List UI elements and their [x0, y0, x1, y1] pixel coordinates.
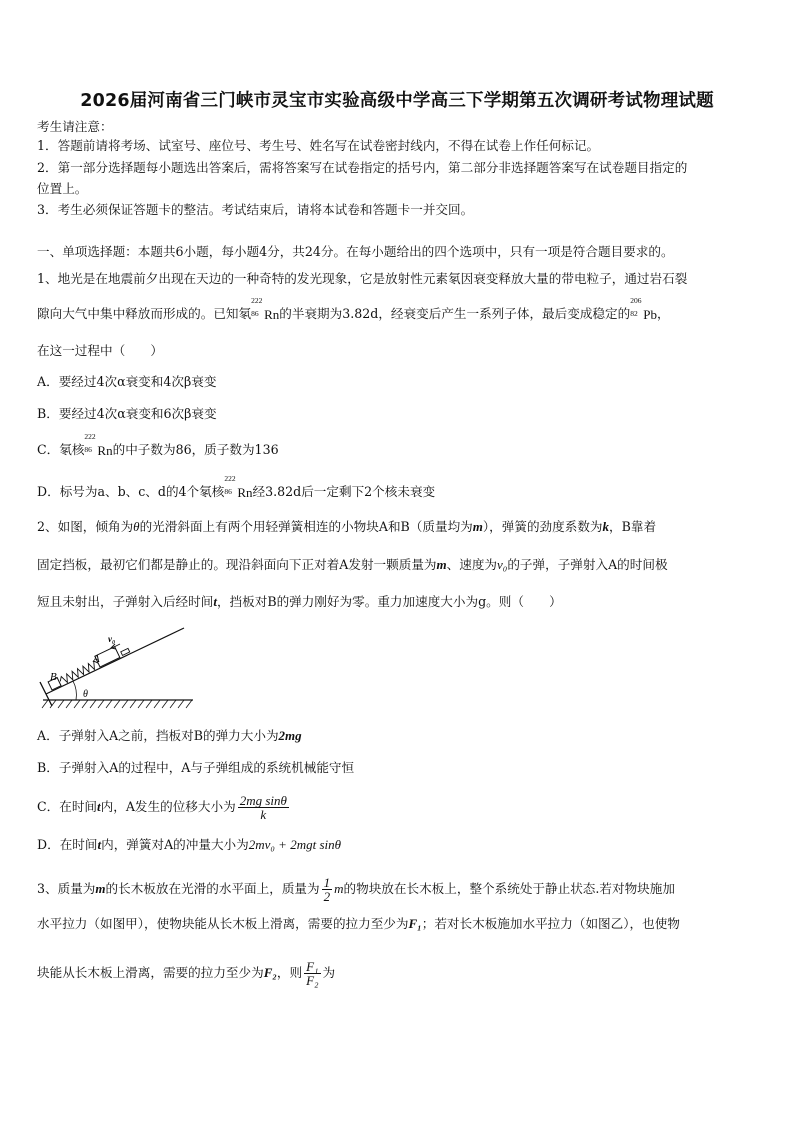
q1-option-c-pre: C．氡核 — [37, 442, 85, 457]
half-numerator: 1 — [323, 875, 331, 890]
label-b: B — [50, 671, 57, 683]
q3-line3 — [37, 960, 759, 987]
q1-line2 — [37, 295, 759, 324]
notice-heading: 考生请注意： — [37, 119, 113, 134]
lead-nuclide — [630, 295, 657, 324]
fraction-denominator: k — [260, 807, 267, 822]
q3-line2b: ；若对长木板施加水平拉力（如图乙），也使物 — [421, 916, 680, 931]
notice-item-2: 2．第一部分选择题每小题选出答案后，需将答案写在试卷指定的括号内，第二部分非选择题答案写在试卷题目指定的 — [37, 160, 688, 175]
radon-symbol: Rn — [264, 306, 280, 322]
q2-option-a-value: 2mg — [278, 728, 302, 743]
q1-option-b: B．要经过4次α衰变和6次β衰变 — [37, 406, 217, 421]
q2-option-c-pre: C．在时间 — [37, 799, 98, 814]
q2-option-c — [37, 794, 759, 821]
q2-line1b: 的光滑斜面上有两个用轻弹簧相连的小物块A和B（质量均为 — [139, 519, 473, 534]
q3-line1a: 3、质量为 — [37, 881, 96, 896]
angle-arc — [73, 681, 76, 700]
q1-line2c: ， — [656, 306, 670, 321]
mass-symbol-q3: m — [95, 881, 106, 896]
q1-line1: 1、地光是在地震前夕出现在天边的一种奇特的发光现象，它是放射性元素氡因衰变释放大量的带电粒子，通过岩石裂 — [37, 271, 688, 286]
q3-line3b: ，则 — [276, 965, 303, 980]
q2-line1 — [37, 518, 759, 536]
displacement-fraction — [238, 794, 289, 821]
q2-line2c: 的子弹，子弹射入A的时间极 — [507, 557, 668, 572]
half-fraction — [322, 876, 333, 903]
q2-line2a: 固定挡板，最初它们都是静止的。现沿斜面向下正对着A发射一颗质量为 — [37, 557, 437, 572]
radon-symbol-d: Rn — [237, 484, 253, 500]
notice-item-1: 1．答题前请将考场、试室号、座位号、考生号、姓名写在试卷密封线内，不得在试卷上作任何标记。 — [37, 138, 600, 153]
lead-mass: 206 — [630, 295, 642, 305]
q3-line2a: 水平拉力（如图甲），使物块能从长木板上滑离，需要的拉力至少为 — [37, 916, 409, 931]
v0-symbol: v₀ — [497, 557, 508, 572]
q1-line2b: 的半衰期为3.82d，经衰变后产生一系列子体，最后变成稳定的 — [279, 306, 631, 321]
incline-figure — [38, 622, 198, 714]
q2-option-d — [37, 836, 759, 854]
q2-option-b: B．子弹射入A的过程中，A与子弹组成的系统机械能守恒 — [37, 760, 355, 775]
radon-z-d: 86 — [224, 486, 232, 496]
exam-title: 2026届河南省三门峡市灵宝市实验高级中学高三下学期第五次调研考试物理试题 — [80, 91, 714, 111]
q3-line1b: 的长木板放在光滑的水平面上，质量为 — [105, 881, 320, 896]
q3-line3c: 为 — [322, 965, 336, 980]
radon-z: 86 — [251, 308, 259, 318]
q2-option-d-mid: 内，弹簧对A的冲量大小为 — [101, 837, 249, 852]
radon-mass: 222 — [251, 295, 263, 305]
theta-symbol: θ — [133, 519, 140, 534]
f1-symbol: F₁ — [408, 916, 422, 931]
half-denominator: 2 — [323, 889, 331, 904]
q1-option-c-post: 的中子数为86，质子数为136 — [112, 442, 279, 457]
q1-line2a: 隙向大气中集中释放而形成的。已知氡 — [37, 306, 252, 321]
t-symbol-c: t — [97, 799, 101, 814]
q2-line3 — [37, 593, 759, 611]
mass-symbol-q3b: m — [334, 881, 344, 896]
notice-item-3: 3．考生必须保证答题卡的整洁。考试结束后，请将本试卷和答题卡一并交回。 — [37, 202, 474, 217]
impulse-expression: 2mv₀ + 2mgt sinθ — [248, 837, 342, 852]
q2-line1c: ），弹簧的劲度系数为 — [482, 519, 603, 534]
q1-option-d-pre: D．标号为a、b、c、d的4个氡核 — [37, 484, 225, 499]
ratio-numerator: F₁ — [306, 959, 319, 974]
q2-line3a: 短且未射出，子弹射入后经时间 — [37, 594, 214, 609]
q1-option-d-post: 经3.82d后一定剩下2个核未衰变 — [252, 484, 436, 499]
radon-z-c: 86 — [84, 444, 92, 454]
radon-mass-c: 222 — [84, 431, 96, 441]
fraction-numerator: 2mg sinθ — [239, 793, 287, 808]
radon-symbol-c: Rn — [97, 442, 113, 458]
lead-z: 82 — [630, 308, 638, 318]
mass-symbol-2: m — [436, 557, 447, 572]
section-heading: 一、单项选择题：本题共6小题，每小题4分，共24分。在每小题给出的四个选项中，只有一项是符合题目要求的。 — [37, 244, 674, 259]
radon-mass-d: 222 — [224, 473, 236, 483]
t-symbol: t — [213, 594, 217, 609]
notice-item-2-cont: 位置上。 — [37, 181, 88, 196]
q2-line1a: 2、如图，倾角为 — [37, 519, 134, 534]
q2-line2b: 、速度为 — [446, 557, 498, 572]
q1-option-a: A．要经过4次α衰变和4次β衰变 — [37, 374, 217, 389]
q2-option-a — [37, 727, 759, 745]
radon-nuclide — [251, 295, 280, 324]
t-symbol-d: t — [97, 837, 102, 852]
q3-line3a: 块能从长木板上滑离，需要的拉力至少为 — [37, 965, 264, 980]
q2-option-c-mid: 内，A发生的位移大小为 — [100, 799, 236, 814]
mass-symbol: m — [472, 519, 483, 534]
ground-hatching — [42, 700, 192, 708]
force-ratio-fraction — [304, 960, 320, 987]
ratio-denominator: F₂ — [306, 973, 319, 988]
q1-option-d — [37, 473, 759, 502]
lead-symbol: Pb — [643, 306, 657, 322]
q3-line1 — [37, 876, 759, 903]
label-v0: v₀ — [108, 634, 116, 644]
q2-line1d: ，B靠着 — [609, 519, 657, 534]
q3-line2 — [37, 915, 759, 933]
q2-line3b: ，挡板对B的弹力刚好为零。重力加速度大小为g。则（ ） — [216, 594, 562, 609]
q2-line2 — [37, 556, 759, 574]
radon-nuclide-c — [84, 431, 113, 460]
q2-option-a-pre: A．子弹射入A之前，挡板对B的弹力大小为 — [37, 728, 279, 743]
q1-line3: 在这一过程中（ ） — [37, 343, 163, 358]
label-a: A — [93, 653, 100, 665]
q3-line1c: 的物块放在长木板上，整个系统处于静止状态.若对物块施加 — [343, 881, 675, 896]
radon-nuclide-d — [224, 473, 253, 502]
k-symbol: k — [602, 519, 610, 534]
f2-symbol: F₂ — [263, 965, 277, 980]
label-theta: θ — [83, 689, 88, 700]
q2-option-d-pre: D．在时间 — [37, 837, 98, 852]
q1-option-c — [37, 431, 759, 460]
